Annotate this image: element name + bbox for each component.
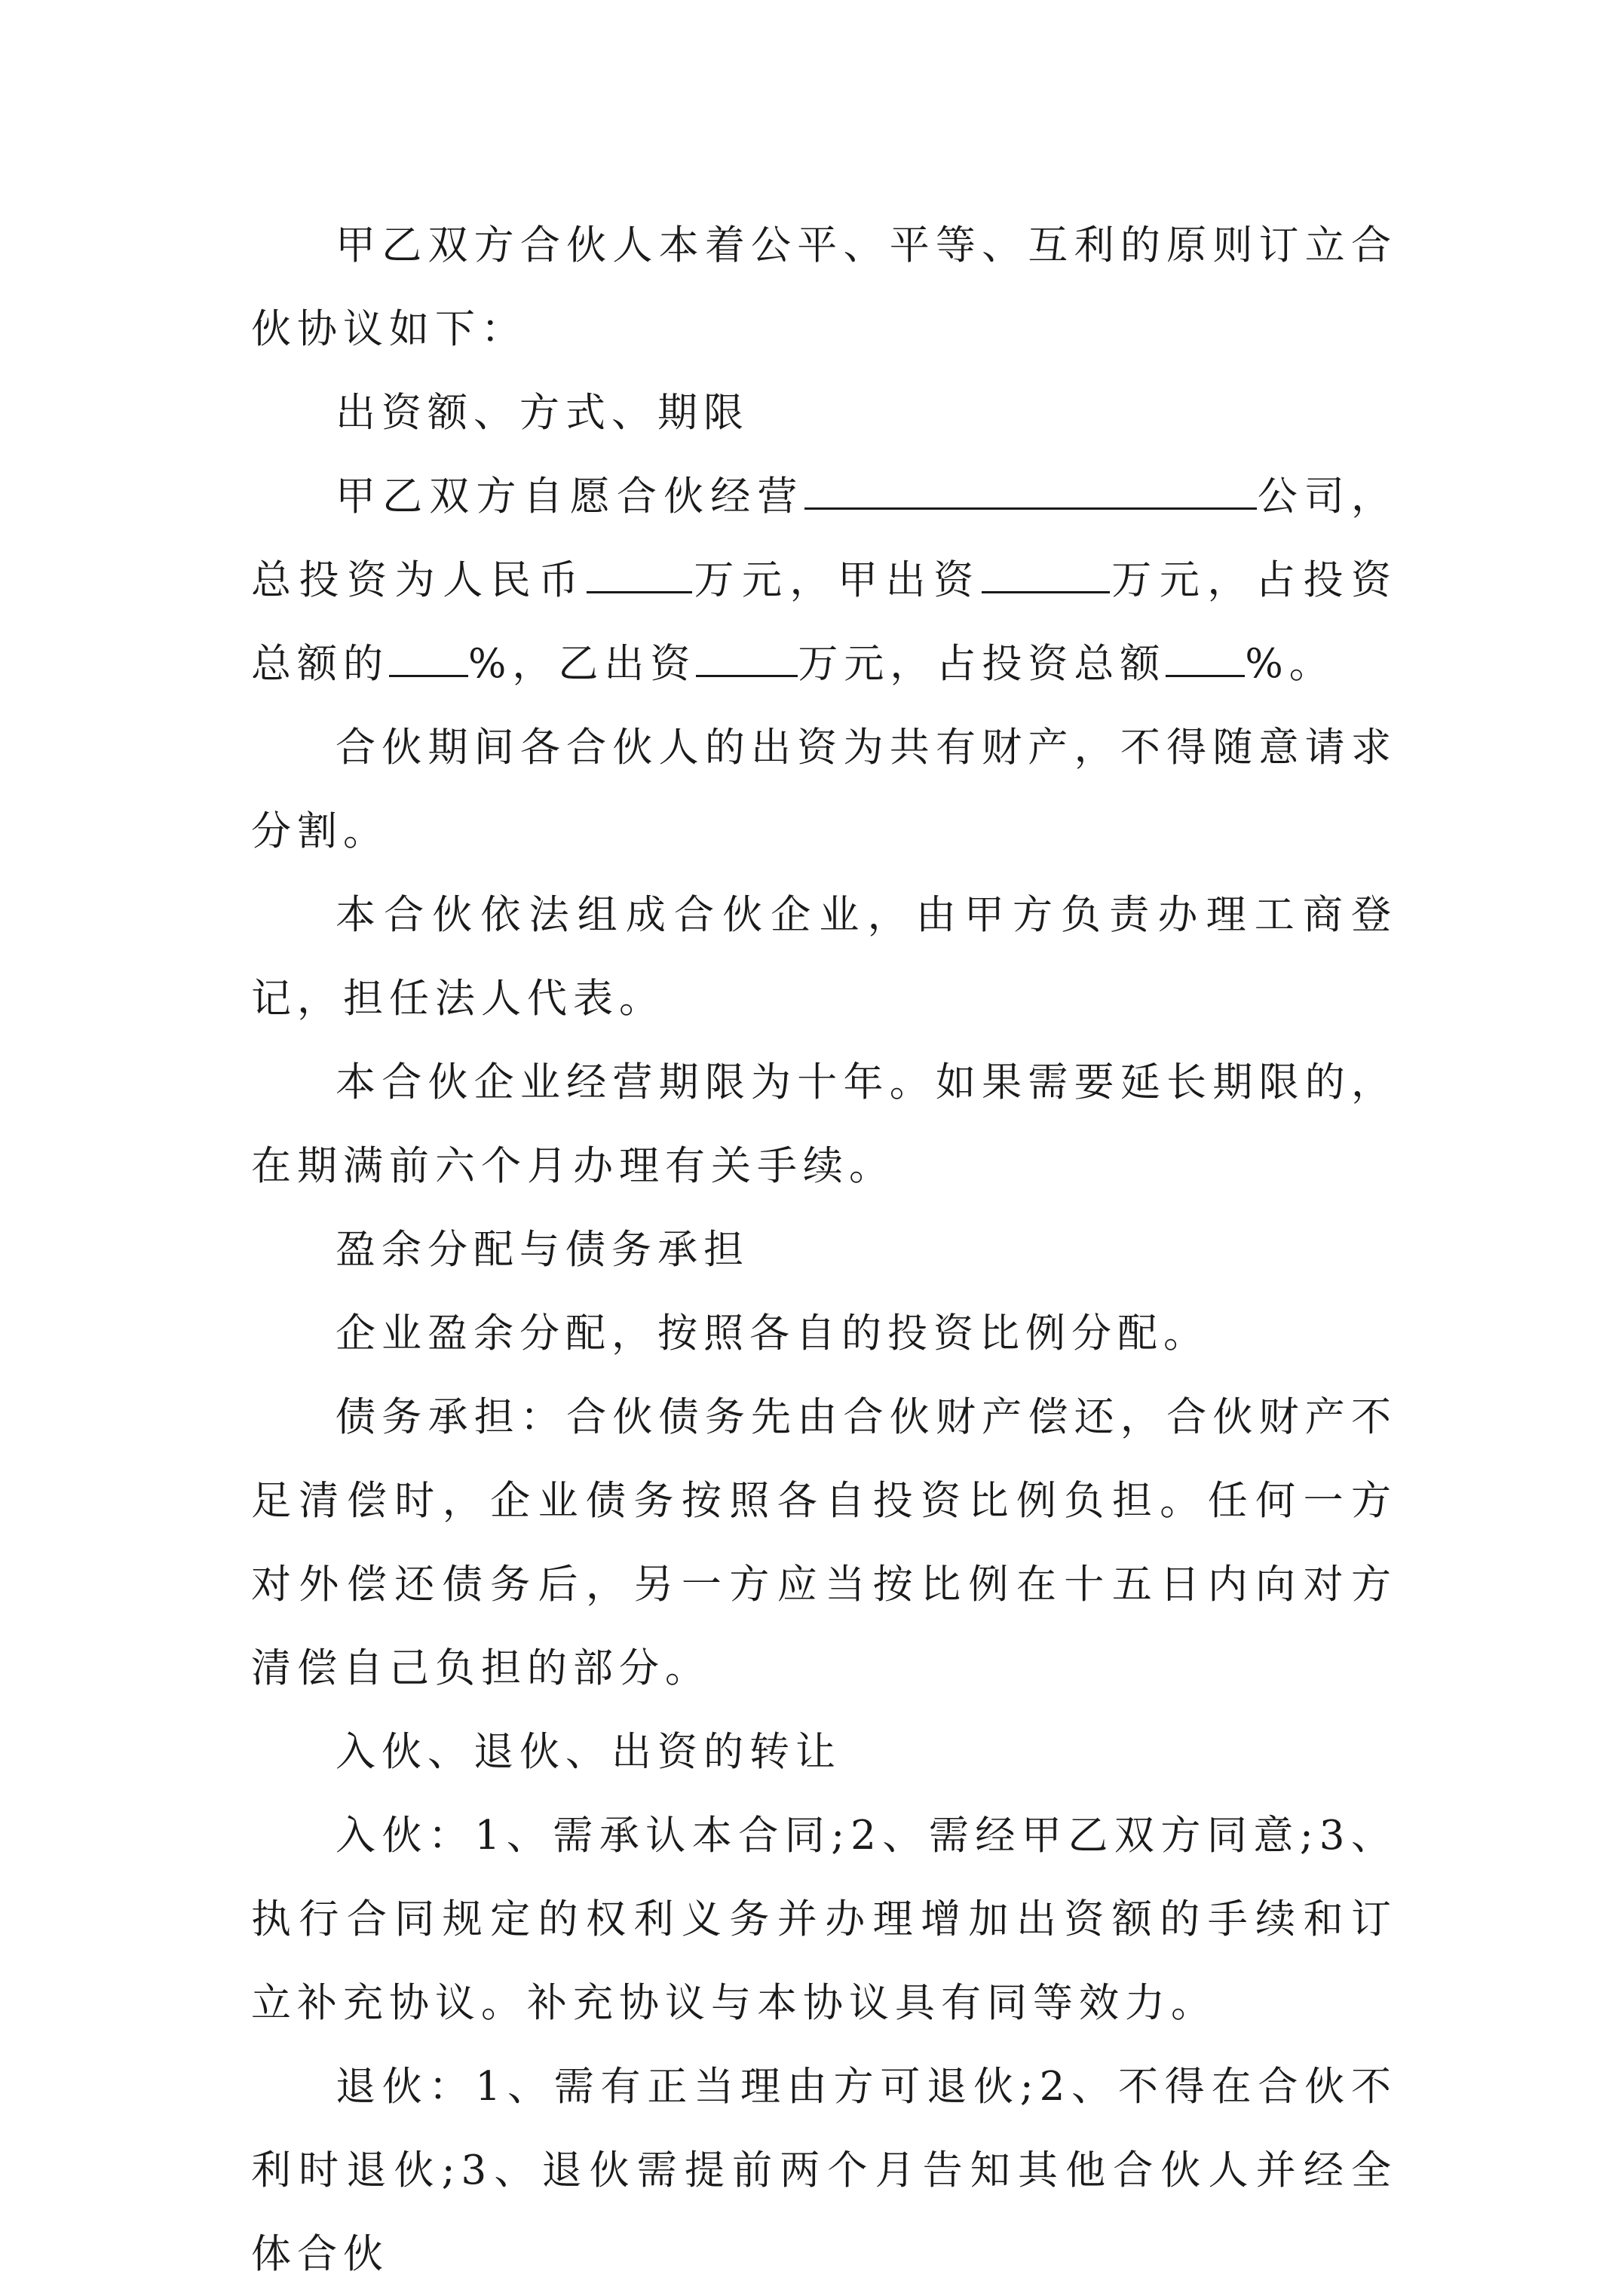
- document-body: [251, 204, 1397, 2296]
- admission-paragraph: 入伙：1、需承认本合同;2、需经甲乙双方同意;3、执行合同规定的权利义务并办理增加出资额的手续和订立补充协议。补充协议与本协议具有同等效力。: [251, 1813, 1397, 2026]
- party-a-investment-blank: [982, 544, 1110, 593]
- company-name-blank: [804, 461, 1257, 510]
- party-b-percent-blank: [1166, 628, 1245, 677]
- capital-text-1: 甲乙双方自愿合伙经营: [336, 474, 804, 520]
- capital-text-4: 万元，占投资总额的: [251, 557, 1398, 687]
- section-heading-capital: 出资额、方式、期限: [336, 390, 749, 436]
- capital-text-5: %，乙出资: [468, 641, 697, 687]
- total-investment-blank: [587, 544, 692, 593]
- capital-text-6: 万元，占投资总额: [798, 641, 1166, 687]
- section-heading-admission-withdrawal: 入伙、退伙、出资的转让: [336, 1729, 841, 1775]
- capital-text-7: %。: [1245, 641, 1335, 687]
- capital-paragraph: [251, 455, 1397, 706]
- party-a-percent-blank: [389, 628, 468, 677]
- withdrawal-paragraph: 退伙：1、需有正当理由方可退伙;2、不得在合伙不利时退伙;3、退伙需提前两个月告知其他合伙人并经全体合伙: [251, 2064, 1397, 2277]
- debt-paragraph: 债务承担：合伙债务先由合伙财产偿还，合伙财产不足清偿时，企业债务按照各自投资比例负担。任何一方对外偿还债务后，另一方应当按比例在十五日内向对方清偿自己负担的部分。: [251, 1394, 1397, 1691]
- intro-paragraph: 甲乙双方合伙人本着公平、平等、互利的原则订立合伙协议如下：: [251, 222, 1397, 352]
- joint-property-paragraph: 合伙期间各合伙人的出资为共有财产，不得随意请求分割。: [251, 725, 1397, 854]
- term-paragraph: 本合伙企业经营期限为十年。如果需要延长期限的，在期满前六个月办理有关手续。: [251, 1059, 1397, 1189]
- party-b-investment-blank: [696, 628, 798, 677]
- capital-text-3: 万元，甲出资: [691, 557, 982, 603]
- registration-paragraph: 本合伙依法组成合伙企业，由甲方负责办理工商登记，担任法人代表。: [251, 892, 1397, 1022]
- profit-paragraph: 企业盈余分配，按照各自的投资比例分配。: [336, 1310, 1209, 1356]
- section-heading-profit-debt: 盈余分配与债务承担: [336, 1227, 749, 1273]
- capital-text-2: 公司，总投资为人民币: [251, 474, 1398, 603]
